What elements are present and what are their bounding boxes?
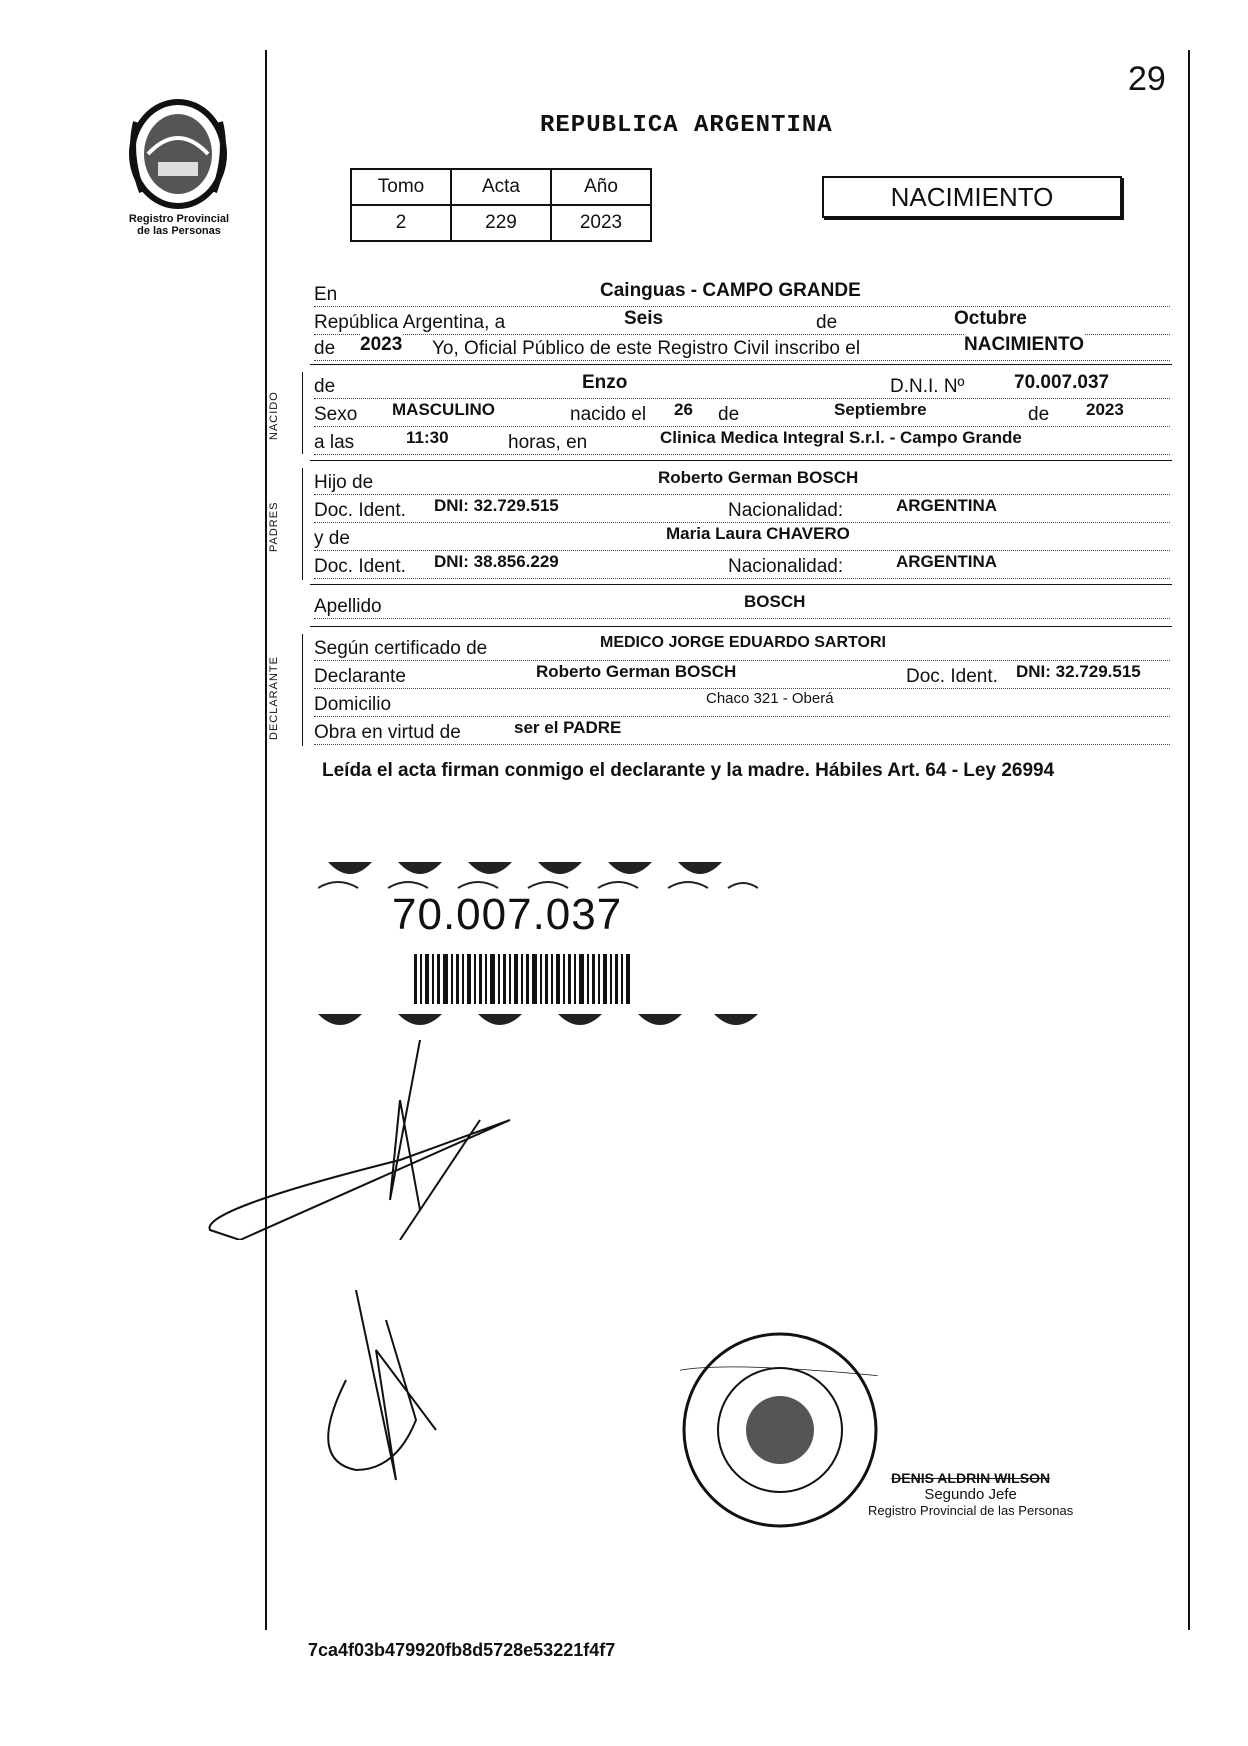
official-office: Registro Provincial de las Personas [868,1503,1074,1518]
birth-time: 11:30 [406,428,449,447]
row-domicilio [314,690,1170,717]
mother-name: Maria Laura CHAVERO [666,524,850,543]
page-number: 29 [1128,60,1166,98]
birth-day: 26 [674,400,693,419]
hijo-de-label: Hijo de [314,472,374,493]
mother-doc: DNI: 38.856.229 [434,552,559,571]
mother-nationality: ARGENTINA [896,552,998,571]
divider [310,460,1172,461]
doc-ident-label: Doc. Ident. [314,500,406,521]
divider [310,626,1172,627]
nacionalidad-label: Nacionalidad: [728,556,844,577]
year-value: 2023 [360,334,403,355]
apellido-label: Apellido [314,596,382,617]
left-margin-line [265,50,267,1630]
row-certificado [314,634,1170,661]
tomo-value: 2 [351,205,451,241]
inscribe-value: NACIMIENTO [964,334,1084,355]
inscribo-text: Yo, Oficial Público de este Registro Civil inscribo el [432,338,861,359]
official-seal [680,1330,880,1530]
mother-signature [316,1290,456,1490]
row-declarante [314,662,1170,689]
declarante-doc: DNI: 32.729.515 [1016,662,1141,681]
day-value: Seis [624,308,664,329]
official-name: DENIS ALDRIN WILSON [891,1470,1051,1486]
de-label-5: de [1028,404,1050,425]
domicilio-label: Domicilio [314,694,392,715]
de-label-3: de [314,376,336,397]
sexo-label: Sexo [314,404,358,425]
declarant-signature [200,1040,520,1240]
row-obra [314,718,1170,745]
row-father-doc [314,496,1170,523]
record-type-box: NACIMIENTO [822,176,1122,218]
declarante-value: Roberto German BOSCH [536,662,737,681]
document-hash: 7ca4f03b479920fb8d5728e53221f4f7 [308,1640,616,1660]
father-name: Roberto German BOSCH [658,468,859,487]
barcode [414,954,630,1004]
de-label-2: de [314,338,336,359]
a-las-label: a las [314,432,355,453]
anio-value: 2023 [551,205,651,241]
row-nacido-sex [314,400,1170,427]
section-label-nacido: NACIDO [268,391,280,440]
row-anio [314,334,1170,361]
acta-value: 229 [451,205,551,241]
divider [310,364,1172,365]
en-label: En [314,284,338,305]
section-line-declarante [302,634,303,746]
horas-label: horas, en [508,432,588,453]
de-label: de [816,312,838,333]
section-label-padres: PADRES [268,501,280,552]
province-coat-of-arms-logo [118,92,238,212]
apellido-value: BOSCH [744,592,806,611]
doc-ident-label: Doc. Ident. [906,666,998,687]
father-nationality: ARGENTINA [896,496,998,515]
obra-label: Obra en virtud de [314,722,461,743]
row-apellido [314,592,1170,619]
row-nacido-time [314,428,1170,455]
certificado-value: MEDICO JORGE EDUARDO SARTORI [600,634,886,651]
month-value: Octubre [954,308,1027,329]
section-label-declarante: DECLARANTE [268,656,280,740]
dni-stamp-number: 70.007.037 [392,890,623,939]
row-en [314,280,1170,307]
certificado-label: Según certificado de [314,638,488,659]
dni-label: D.N.I. Nº [890,376,965,397]
domicilio-value: Chaco 321 - Oberá [706,690,834,707]
right-margin-line [1188,50,1190,1630]
acta-header: Acta [451,169,551,205]
row-father [314,468,1170,495]
section-line-padres [302,468,303,580]
father-doc: DNI: 32.729.515 [434,496,559,515]
nacionalidad-label: Nacionalidad: [728,500,844,521]
row-republica [314,308,1170,335]
birth-month: Septiembre [834,400,927,419]
logo-caption: Registro Provincial de las Personas [128,213,230,237]
child-name: Enzo [582,372,628,393]
record-table [350,168,652,242]
divider [310,584,1172,585]
row-mother [314,524,1170,551]
nacido-el-label: nacido el [570,404,647,425]
official-signatory [868,1470,1073,1518]
obra-value: ser el PADRE [514,718,622,737]
de-label-4: de [718,404,740,425]
sexo-value: MASCULINO [392,400,495,419]
child-dni: 70.007.037 [1014,372,1110,393]
anio-header: Año [551,169,651,205]
y-de-label: y de [314,528,350,549]
section-line-nacido [302,372,303,454]
birth-place: Clinica Medica Integral S.r.l. - Campo Grande [660,428,1022,447]
official-role: Segundo Jefe [924,1486,1017,1503]
en-value: Cainguas - CAMPO GRANDE [600,280,861,301]
document-title: REPUBLICA ARGENTINA [540,112,833,139]
doc-ident-label: Doc. Ident. [314,556,406,577]
closing-note: Leída el acta firman conmigo el declarante y la madre. Hábiles Art. 64 - Ley 26994 [322,760,1055,781]
declarante-label: Declarante [314,666,406,687]
birth-year: 2023 [1086,400,1124,419]
security-stamp-band [318,862,758,892]
republica-label: República Argentina, a [314,312,506,333]
row-mother-doc [314,552,1170,579]
row-nacido-name [314,372,1170,399]
security-stamp-band-bottom [318,1010,758,1036]
tomo-header: Tomo [351,169,451,205]
